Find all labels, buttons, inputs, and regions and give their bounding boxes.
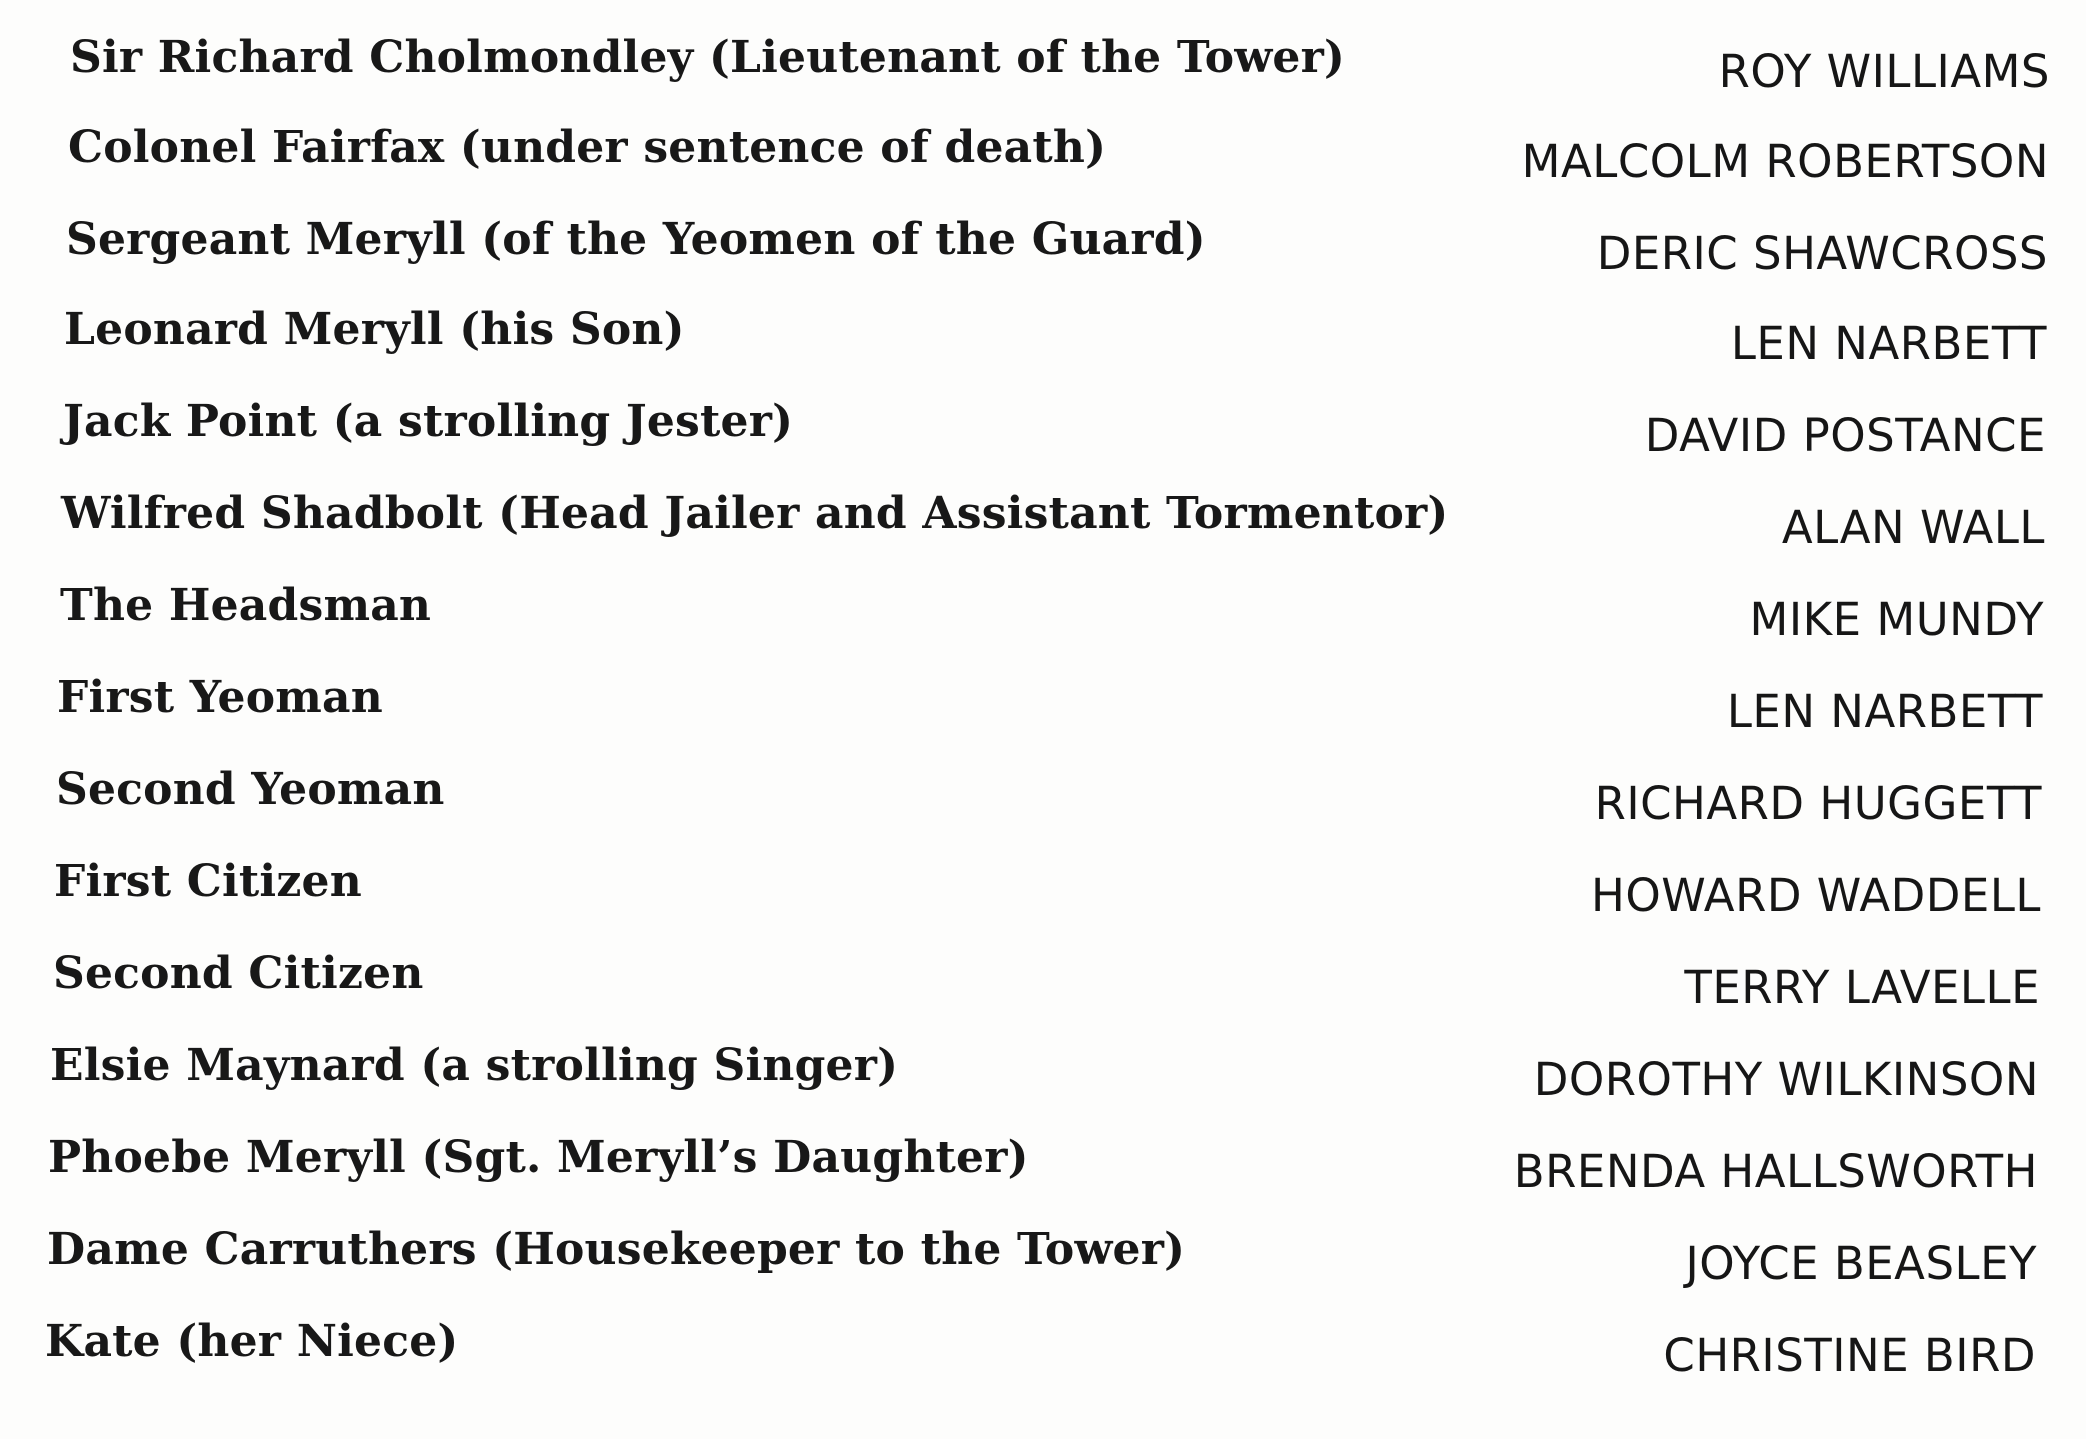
actor-name: RICHARD HUGGETT — [1594, 777, 2042, 830]
actor-name: ROY WILLIAMS — [1718, 45, 2050, 98]
cast-row — [0, 1312, 2086, 1392]
role-name: Sir Richard Cholmondley (Lieutenant of the Tower) — [70, 32, 1345, 83]
actor-name: HOWARD WADDELL — [1591, 869, 2041, 922]
role-name: Leonard Meryll (his Son) — [64, 304, 685, 355]
cast-row — [0, 484, 2086, 564]
cast-row — [0, 1220, 2086, 1300]
cast-row — [0, 576, 2086, 656]
actor-name: DAVID POSTANCE — [1644, 409, 2046, 462]
actor-name: ALAN WALL — [1781, 501, 2045, 554]
role-name: The Headsman — [60, 580, 432, 631]
actor-name: LEN NARBETT — [1730, 317, 2047, 370]
actor-name: MALCOLM ROBERTSON — [1521, 135, 2049, 188]
actor-name: DOROTHY WILKINSON — [1533, 1053, 2039, 1106]
role-name: Second Citizen — [53, 948, 424, 999]
actor-name: MIKE MUNDY — [1749, 593, 2044, 646]
role-name: Colonel Fairfax (under sentence of death) — [68, 122, 1107, 173]
role-name: Elsie Maynard (a strolling Singer) — [50, 1040, 899, 1091]
actor-name: CHRISTINE BIRD — [1663, 1329, 2036, 1382]
cast-row — [0, 668, 2086, 748]
role-name: Dame Carruthers (Housekeeper to the Tower) — [47, 1224, 1186, 1275]
role-name: First Yeoman — [57, 672, 383, 723]
actor-name: JOYCE BEASLEY — [1685, 1237, 2037, 1290]
cast-row — [0, 300, 2086, 380]
role-name: Sergeant Meryll (of the Yeomen of the Guard) — [66, 214, 1206, 265]
role-name: Second Yeoman — [56, 764, 445, 815]
cast-row — [0, 28, 2086, 108]
role-name: First Citizen — [54, 856, 362, 907]
role-name: Phoebe Meryll (Sgt. Meryll’s Daughter) — [48, 1132, 1029, 1183]
actor-name: LEN NARBETT — [1726, 685, 2043, 738]
role-name: Jack Point (a strolling Jester) — [63, 396, 794, 447]
cast-row — [0, 1036, 2086, 1116]
actor-name: TERRY LAVELLE — [1684, 961, 2040, 1014]
actor-name: DERIC SHAWCROSS — [1596, 227, 2048, 280]
cast-row — [0, 210, 2086, 290]
cast-row — [0, 1128, 2086, 1208]
cast-row — [0, 944, 2086, 1024]
role-name: Wilfred Shadbolt (Head Jailer and Assistant Tormentor) — [61, 488, 1449, 539]
role-name: Kate (her Niece) — [45, 1316, 459, 1367]
cast-row — [0, 760, 2086, 840]
cast-row — [0, 392, 2086, 472]
actor-name: BRENDA HALLSWORTH — [1513, 1145, 2038, 1198]
cast-row — [0, 118, 2086, 198]
cast-row — [0, 852, 2086, 932]
